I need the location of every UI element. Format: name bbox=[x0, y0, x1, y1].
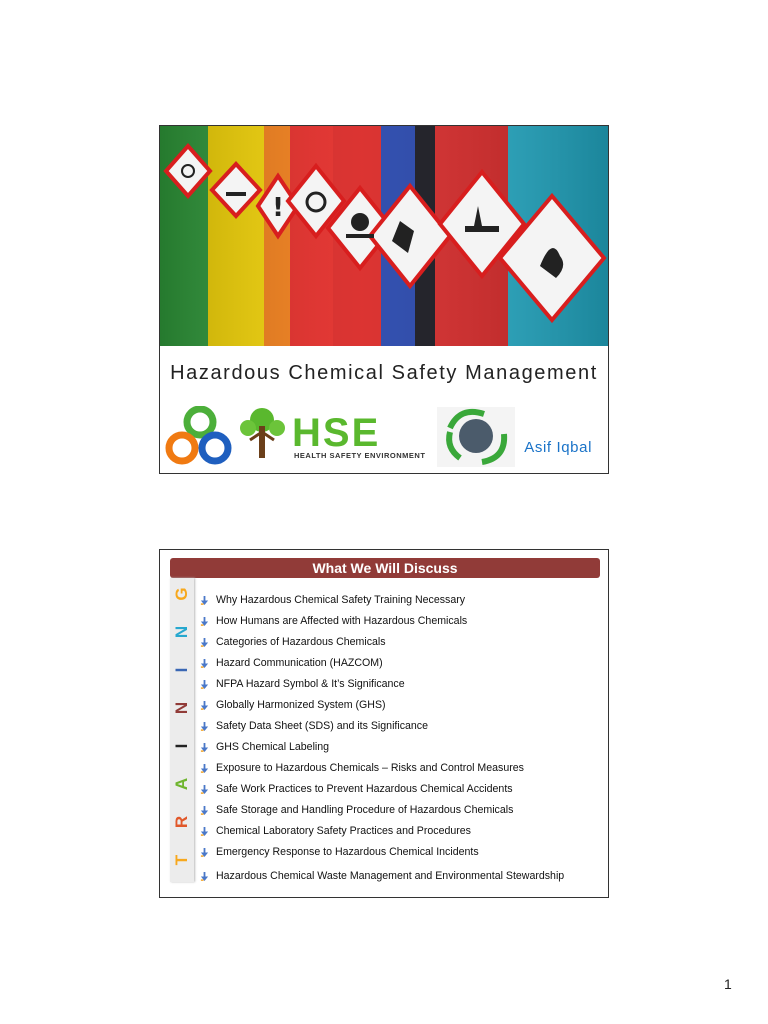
arrow-bullet-icon bbox=[200, 722, 209, 731]
agenda-item-text: Safe Storage and Handling Procedure of Hazardous Chemicals bbox=[216, 804, 514, 816]
agenda-item-text: Chemical Laboratory Safety Practices and Procedures bbox=[216, 825, 471, 837]
title-slide bbox=[159, 125, 609, 474]
agenda-item bbox=[200, 716, 564, 737]
agenda-item-text: NFPA Hazard Symbol & It’s Significance bbox=[216, 678, 405, 690]
sidebar-letter: I bbox=[172, 667, 191, 673]
agenda-item bbox=[200, 632, 564, 653]
agenda-item bbox=[200, 737, 564, 758]
agenda-item-text: Emergency Response to Hazardous Chemical Incidents bbox=[216, 846, 479, 858]
arrow-bullet-icon bbox=[200, 848, 209, 857]
agenda-item bbox=[200, 779, 564, 800]
sidebar-letter: N bbox=[172, 701, 191, 715]
agenda-item-text: Categories of Hazardous Chemicals bbox=[216, 636, 386, 648]
arrow-bullet-icon bbox=[200, 872, 209, 881]
agenda-item-text: GHS Chemical Labeling bbox=[216, 741, 330, 753]
agenda-slide bbox=[159, 549, 609, 898]
agenda-item-text: Globally Harmonized System (GHS) bbox=[216, 699, 386, 711]
arrow-bullet-icon bbox=[200, 617, 209, 626]
agenda-item bbox=[200, 590, 564, 611]
arrow-bullet-icon bbox=[200, 764, 209, 773]
recycle-globe-icon bbox=[437, 407, 515, 467]
agenda-list bbox=[200, 590, 564, 887]
arrow-bullet-icon bbox=[200, 701, 209, 710]
agenda-item-text: Exposure to Hazardous Chemicals – Risks and Control Measures bbox=[216, 762, 524, 774]
agenda-item bbox=[200, 842, 564, 863]
agenda-item-text: Safe Work Practices to Prevent Hazardous Chemical Accidents bbox=[216, 783, 513, 795]
circles-logo bbox=[169, 409, 228, 461]
arrow-bullet-icon bbox=[200, 806, 209, 815]
agenda-item-text: Hazard Communication (HAZCOM) bbox=[216, 657, 383, 669]
svg-text:!: ! bbox=[272, 193, 284, 223]
sidebar-letter: G bbox=[172, 587, 191, 601]
agenda-item bbox=[200, 611, 564, 632]
agenda-item-text: Safety Data Sheet (SDS) and its Significance bbox=[216, 720, 428, 732]
logo-strip bbox=[160, 406, 608, 468]
agenda-item bbox=[200, 653, 564, 674]
arrow-bullet-icon bbox=[200, 638, 209, 647]
agenda-item bbox=[200, 821, 564, 842]
page-number: 1 bbox=[724, 976, 732, 992]
arrow-bullet-icon bbox=[200, 785, 209, 794]
sidebar-letter: T bbox=[172, 854, 191, 866]
sidebar-letter: A bbox=[172, 777, 191, 791]
agenda-item bbox=[200, 674, 564, 695]
arrow-bullet-icon bbox=[200, 680, 209, 689]
agenda-item bbox=[200, 758, 564, 779]
training-sidebar bbox=[170, 578, 194, 882]
agenda-header: What We Will Discuss bbox=[170, 558, 600, 578]
hse-logo-subtext: HEALTH SAFETY ENVIRONMENT bbox=[294, 451, 426, 460]
agenda-item-text: How Humans are Affected with Hazardous Chemicals bbox=[216, 615, 468, 627]
agenda-item bbox=[200, 800, 564, 821]
author-name: Asif Iqbal bbox=[524, 439, 592, 456]
arrow-bullet-icon bbox=[200, 743, 209, 752]
arrow-bullet-icon bbox=[200, 827, 209, 836]
agenda-item bbox=[200, 866, 564, 887]
sidebar-letter: R bbox=[172, 815, 191, 829]
hazard-bottles-image bbox=[160, 126, 608, 346]
hse-logo-text: HSE bbox=[292, 411, 381, 455]
agenda-item bbox=[200, 695, 564, 716]
presentation-title: Hazardous Chemical Safety Management bbox=[170, 362, 598, 384]
arrow-bullet-icon bbox=[200, 596, 209, 605]
sidebar-letter: I bbox=[172, 743, 191, 749]
agenda-item-text: Hazardous Chemical Waste Management and Environmental Stewardship bbox=[216, 870, 565, 882]
agenda-item-text: Why Hazardous Chemical Safety Training Necessary bbox=[216, 594, 466, 606]
tree-man-icon bbox=[240, 408, 285, 458]
arrow-bullet-icon bbox=[200, 659, 209, 668]
sidebar-letter: N bbox=[172, 625, 191, 639]
